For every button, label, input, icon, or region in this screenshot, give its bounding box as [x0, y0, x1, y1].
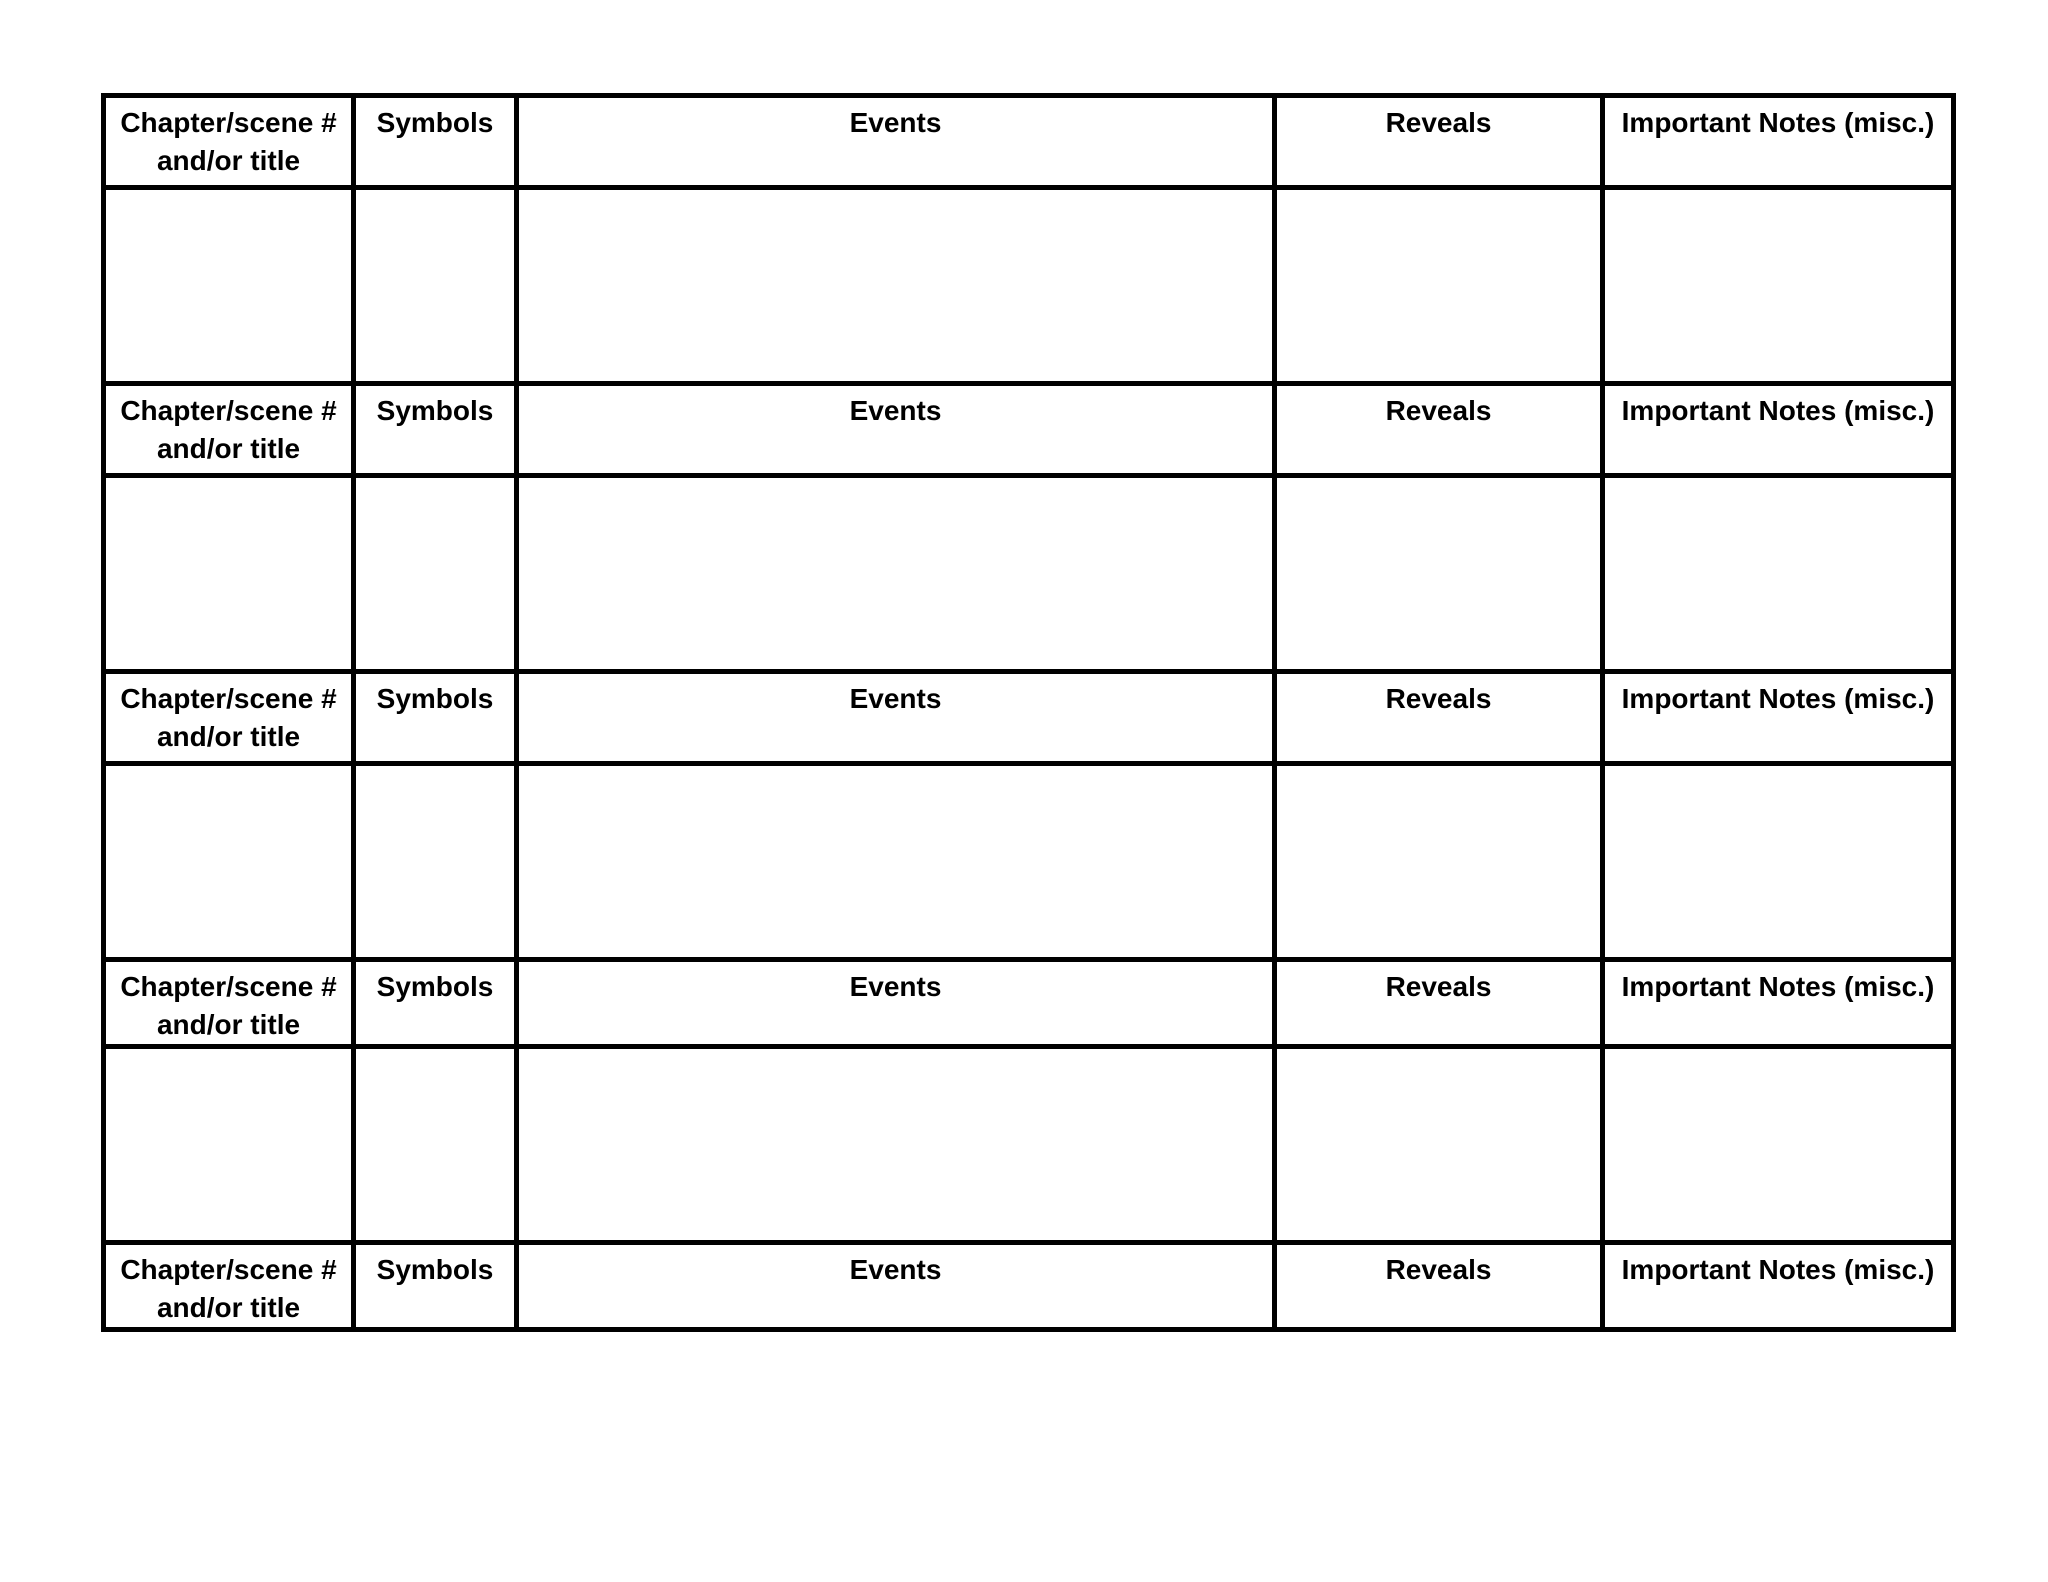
entry-cell-events — [517, 1047, 1275, 1243]
header-label-notes: Important Notes (misc.) — [1621, 971, 1935, 1002]
header-label-notes: Important Notes (misc.) — [1621, 107, 1935, 138]
entry-cell-reveals — [1275, 764, 1603, 960]
entry-row — [104, 764, 1954, 960]
entry-cell-symbols — [354, 188, 517, 384]
header-row — [104, 960, 1954, 1047]
header-label-symbols: Symbols — [376, 107, 494, 138]
entry-cell-events — [517, 764, 1275, 960]
entry-row — [104, 188, 1954, 384]
header-cell-reveals — [1275, 1243, 1603, 1330]
entry-cell-chapter — [104, 476, 354, 672]
entry-cell-reveals — [1275, 476, 1603, 672]
entry-cell-symbols — [354, 1047, 517, 1243]
header-label-reveals: Reveals — [1385, 1254, 1492, 1285]
entry-cell-chapter — [104, 188, 354, 384]
entry-cell-symbols — [354, 476, 517, 672]
header-cell-events — [517, 960, 1275, 1047]
entry-cell-reveals — [1275, 188, 1603, 384]
entry-cell-chapter — [104, 1047, 354, 1243]
entry-cell-events — [517, 188, 1275, 384]
header-cell-events — [517, 672, 1275, 764]
entry-row — [104, 1047, 1954, 1243]
header-cell-notes — [1603, 384, 1954, 476]
header-label-events: Events — [849, 1254, 942, 1285]
entry-cell-notes — [1603, 764, 1954, 960]
header-cell-chapter — [104, 96, 354, 188]
header-label-symbols: Symbols — [376, 683, 494, 714]
header-row — [104, 1243, 1954, 1330]
header-label-notes: Important Notes (misc.) — [1621, 683, 1935, 714]
entry-row — [104, 476, 1954, 672]
header-label-notes: Important Notes (misc.) — [1621, 1254, 1935, 1285]
header-cell-symbols — [354, 1243, 517, 1330]
header-label-symbols: Symbols — [376, 971, 494, 1002]
header-label-events: Events — [849, 107, 942, 138]
header-label-reveals: Reveals — [1385, 107, 1492, 138]
header-label-symbols: Symbols — [376, 395, 494, 426]
header-cell-reveals — [1275, 960, 1603, 1047]
header-cell-symbols — [354, 384, 517, 476]
header-label-symbols: Symbols — [376, 1254, 494, 1285]
header-row — [104, 96, 1954, 188]
entry-cell-chapter — [104, 764, 354, 960]
entry-cell-events — [517, 476, 1275, 672]
header-label-chapter: Chapter/scene # and/or title — [120, 683, 337, 752]
header-row — [104, 384, 1954, 476]
header-cell-symbols — [354, 672, 517, 764]
header-cell-chapter — [104, 672, 354, 764]
header-cell-notes — [1603, 1243, 1954, 1330]
header-label-chapter: Chapter/scene # and/or title — [120, 1254, 337, 1323]
header-cell-reveals — [1275, 672, 1603, 764]
header-cell-events — [517, 1243, 1275, 1330]
chapter-organizer-table — [101, 93, 1956, 1332]
header-cell-symbols — [354, 96, 517, 188]
header-label-events: Events — [849, 683, 942, 714]
header-label-chapter: Chapter/scene # and/or title — [120, 395, 337, 464]
header-cell-events — [517, 96, 1275, 188]
header-label-reveals: Reveals — [1385, 683, 1492, 714]
header-cell-symbols — [354, 960, 517, 1047]
header-cell-events — [517, 384, 1275, 476]
header-cell-reveals — [1275, 96, 1603, 188]
header-label-reveals: Reveals — [1385, 395, 1492, 426]
header-label-chapter: Chapter/scene # and/or title — [120, 971, 337, 1040]
header-cell-notes — [1603, 960, 1954, 1047]
entry-cell-notes — [1603, 1047, 1954, 1243]
header-row — [104, 672, 1954, 764]
entry-cell-reveals — [1275, 1047, 1603, 1243]
entry-cell-symbols — [354, 764, 517, 960]
header-cell-reveals — [1275, 384, 1603, 476]
header-cell-notes — [1603, 672, 1954, 764]
organizer-sheet — [101, 93, 1951, 1332]
header-label-events: Events — [849, 395, 942, 426]
header-label-events: Events — [849, 971, 942, 1002]
header-label-notes: Important Notes (misc.) — [1621, 395, 1935, 426]
header-cell-chapter — [104, 384, 354, 476]
header-label-chapter: Chapter/scene # and/or title — [120, 107, 337, 176]
entry-cell-notes — [1603, 188, 1954, 384]
header-label-reveals: Reveals — [1385, 971, 1492, 1002]
header-cell-notes — [1603, 96, 1954, 188]
header-cell-chapter — [104, 960, 354, 1047]
header-cell-chapter — [104, 1243, 354, 1330]
entry-cell-notes — [1603, 476, 1954, 672]
